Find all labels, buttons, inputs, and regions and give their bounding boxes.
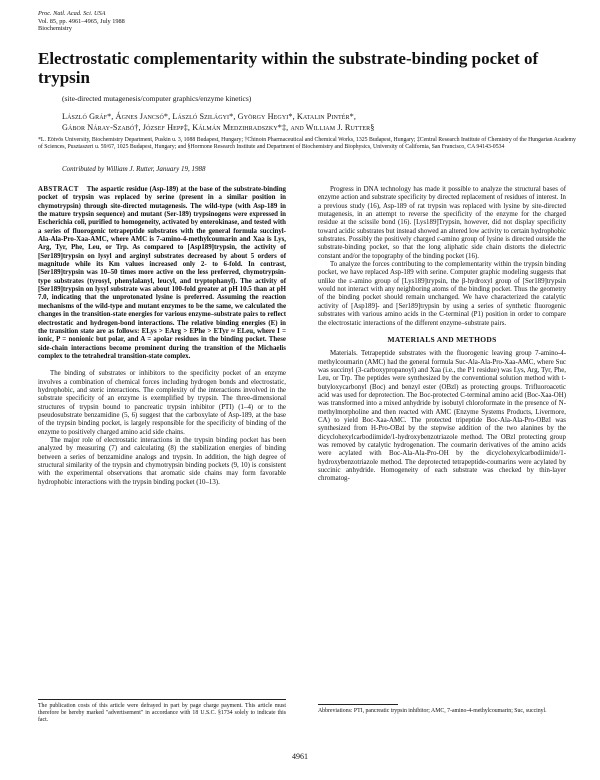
author-line-1: László Gráf*, Ágnes Jancsó*, László Szilágyi*, György Hegyi*, Katalin Pintér*, [62, 112, 356, 121]
methods-heading: MATERIALS AND METHODS [387, 334, 497, 344]
intro-paragraph-2: The major role of electrostatic interactions in the trypsin binding pocket has been analyzed by measuring (7) and calculating (8) the stabilization energies of binding between a series of benzamidine analogs and trypsin. In addition, the high degree of structural similarity of the trypsin and chymotrypsin binding pockets (9, 10) is consistent with the experimental observations that aromatic side chains may form favorable hydrophobic interactions with the trypsin binding pocket (10–13). [38, 436, 286, 486]
page-number: 4961 [292, 752, 308, 761]
contributed-by: Contributed by William J. Rutter, January 19, 1988 [62, 165, 206, 173]
author-line-2: Gábor Náray-Szabó†, József Hepp‡, Kálmán Medzihradszky*‡, and William J. Rutter§ [62, 123, 375, 132]
author-list [62, 111, 562, 133]
right-paragraph-2: To analyze the forces contributing to the complementarity within the trypsin binding pocket, we have replaced Asp-189 with serine. Computer graphic modeling suggests that unlike the ε-amino group of [Lys189]trypsin, the β-hydroxyl group of [Ser189]trypsin would not interact with any neighboring atoms of the binding pocket. Thus the geometry of the binding pocket should remain unchanged. We have characterized the catalytic activity of [Asp189]- and [Ser189]trypsin by using a series of synthetic fluorogenic substrates with various amino acids in the C-terminal (P1) position in order to compare the electrostatic interactions of the different enzyme–substrate pairs. [318, 261, 566, 327]
intro-paragraph-1: The binding of substrates or inhibitors to the specificity pocket of an enzyme involves a combination of chemical forces including hydrogen bonds and electrostatic, hydrophobic, and steric interactions. The complexity of the interactions involved in the substrate specificity of an enzyme is exemplified by trypsin. The three-dimensional structures of trypsin bound to pancreatic trypsin inhibitor (PTI) (1–4) or to the pseudosubstrate benzamidine (5, 6) suggest that the carboxylate of Asp-189, at the base of the trypsin binding pocket, is largely responsible for the specificity of binding of the enzyme to positively charged amino acid side chains. [38, 370, 286, 436]
footnote-divider-left [38, 699, 286, 700]
publication-costs-footnote: The publication costs of this article were defrayed in part by page charge payment. This article must therefore be hereby marked "advertisement" in accordance with 18 U.S.C. §1734 solely to indicate this fact. [38, 703, 286, 723]
affiliations: *L. Eötvös University, Biochemistry Department, Puskin u. 3, 1088 Budapest, Hungary; †Chinoin Pharmaceutical and Chemical Works, 1325 Budapest, Hungary; ‡Central Research Institute of Chemistry of the Hungarian Academy of Sciences, Pusztaszeri u. 59/67, 1025 Budapest, Hungary; and §Hormone Research Institute and Department of Biochemistry and Biophysics, University of California, San Francisco, CA 94143-0534 [38, 137, 576, 151]
abstract-text: The aspartic residue (Asp-189) at the base of the substrate-binding pocket of trypsin was replaced by serine (present in a similar position in chymotrypsin) through site-directed mutagenesis. The wild-type (with Asp-189 in the mature trypsin sequence) and mutant (Ser-189) trypsinogens were expressed in Escherichia coli, purified to homogeneity, activated by enterokinase, and tested with a series of fluorogenic tetrapeptide substrates with the general formula succinyl-Ala-Ala-Pro-Xaa-AMC, where AMC is 7-amino-4-methylcoumarin and Xaa is Lys, Arg, Tyr, Phe, Leu, or Trp. As compared to [Asp189]trypsin, the activity of [Ser189]trypsin on lysyl and arginyl substrates decreased by about 5 orders of magnitude while its Km values increased only 2- to 6-fold. In contrast, [Ser189]trypsin was 10–50 times more active on the less preferred, chymotrypsin-type substrates (tyrosyl, phenylalanyl, leucyl, and tryptophanyl). The activity of [Ser189]trypsin on lysyl substrate was about 100-fold greater at pH 10.5 than at pH 7.0, indicating that the unprotonated lysine is preferred. Assuming the reaction mechanisms of the wild-type and mutant enzymes to be the same, we calculated the changes in the transition-state energies for various enzyme–substrate pairs to reflect electrostatic and hydrogen-bond interactions. The relative binding energies (E) in the transition state are as follows: ELys > EArg > EPhe > ETyr ≈ ELeu, where I = ionic, P = nonionic but polar, and A = apolar residues in the binding pocket. These side-chain interactions become prominent during the transition of the Michaelis complex to the tetrahedral transition-state complex. [38, 186, 286, 360]
abstract [38, 186, 286, 361]
journal-name: Proc. Natl. Acad. Sci. USA [38, 10, 106, 17]
footnote-divider-right [318, 704, 398, 705]
keywords: (site-directed mutagenesis/computer graphics/enzyme kinetics) [62, 94, 252, 103]
journal-section: Biochemistry [38, 25, 72, 33]
article-title: Electrostatic complementarity within the substrate-binding pocket of trypsin [38, 49, 539, 87]
abbreviations-footnote: Abbreviations: PTI, pancreatic trypsin inhibitor; AMC, 7-amino-4-methylcoumarin; Suc, succinyl. [318, 708, 547, 714]
methods-paragraph-1: Materials. Tetrapeptide substrates with the fluorogenic leaving group 7-amino-4-methylcoumarin (AMC) had the general formula Suc-Ala-Ala-Pro-Xaa-AMC, where Suc was succinyl (3-carboxypropanoyl) and Xaa (i.e., the P1 residue) was Lys, Arg, Tyr, Phe, Leu, or Trp. The peptides were synthesized by the conventional solution method with t-butyloxycarbonyl (Boc) and benzyl ester (OBzl) as protecting groups. Trifluoroacetic acid was used for deprotection. The Boc-protected C-terminal amino acid (Boc-Xaa-OH) was transformed into a mixed anhydride by isobutyl chloroformate in the presence of N-methylmorpholine and then reacted with AMC (Enzyme Systems Products, Livermore, CA) to yield Boc-Xaa-AMC. The protected tripeptide Boc-Ala-Ala-Pro-OBzl was synthesized from H-Pro-OBzl by the stepwise addition of the two alanines by the dicyclohexylcarbodiimide/1-hydroxybenzotriazole method. The OBzl protecting group was removed by catalytic hydrogenation. The coumarin derivatives of the amino acids were acylated with Boc-Ala-Ala-Pro-OH by the dicyclohexylcarbodiimide/1-hydroxybenzotriazole method. The deprotected tetrapeptide-coumarins were acylated by succinic anhydride. Homogeneity of each substrate was checked by thin-layer chromatog- [318, 350, 566, 483]
journal-volume: Vol. 85, pp. 4961–4965, July 1988 [38, 17, 125, 25]
abstract-label: ABSTRACT [38, 186, 79, 193]
right-paragraph-1: Progress in DNA technology has made it possible to analyze the structural bases of enzyme action and substrate specificity by directed replacement of residues of interest. In a previous study (16), Asp-189 of rat trypsin was replaced with lysine by site-directed mutagenesis, in an attempt to reverse the specificity of the enzyme for the charged residue at the scissile bond (16). [Lys189]Trypsin, however, did not display specificity toward acidic substrates but instead showed an altered low activity to certain hydrophobic substrates. Possibly the positively charged ε-amino group of lysine is directed outside the substrate-binding pocket, so that the long aliphatic side chain distorts the dielectric constant and/or the topography of the binding pocket (16). [318, 186, 566, 260]
journal-header [38, 10, 125, 33]
left-column [38, 186, 286, 487]
right-column [318, 186, 566, 484]
